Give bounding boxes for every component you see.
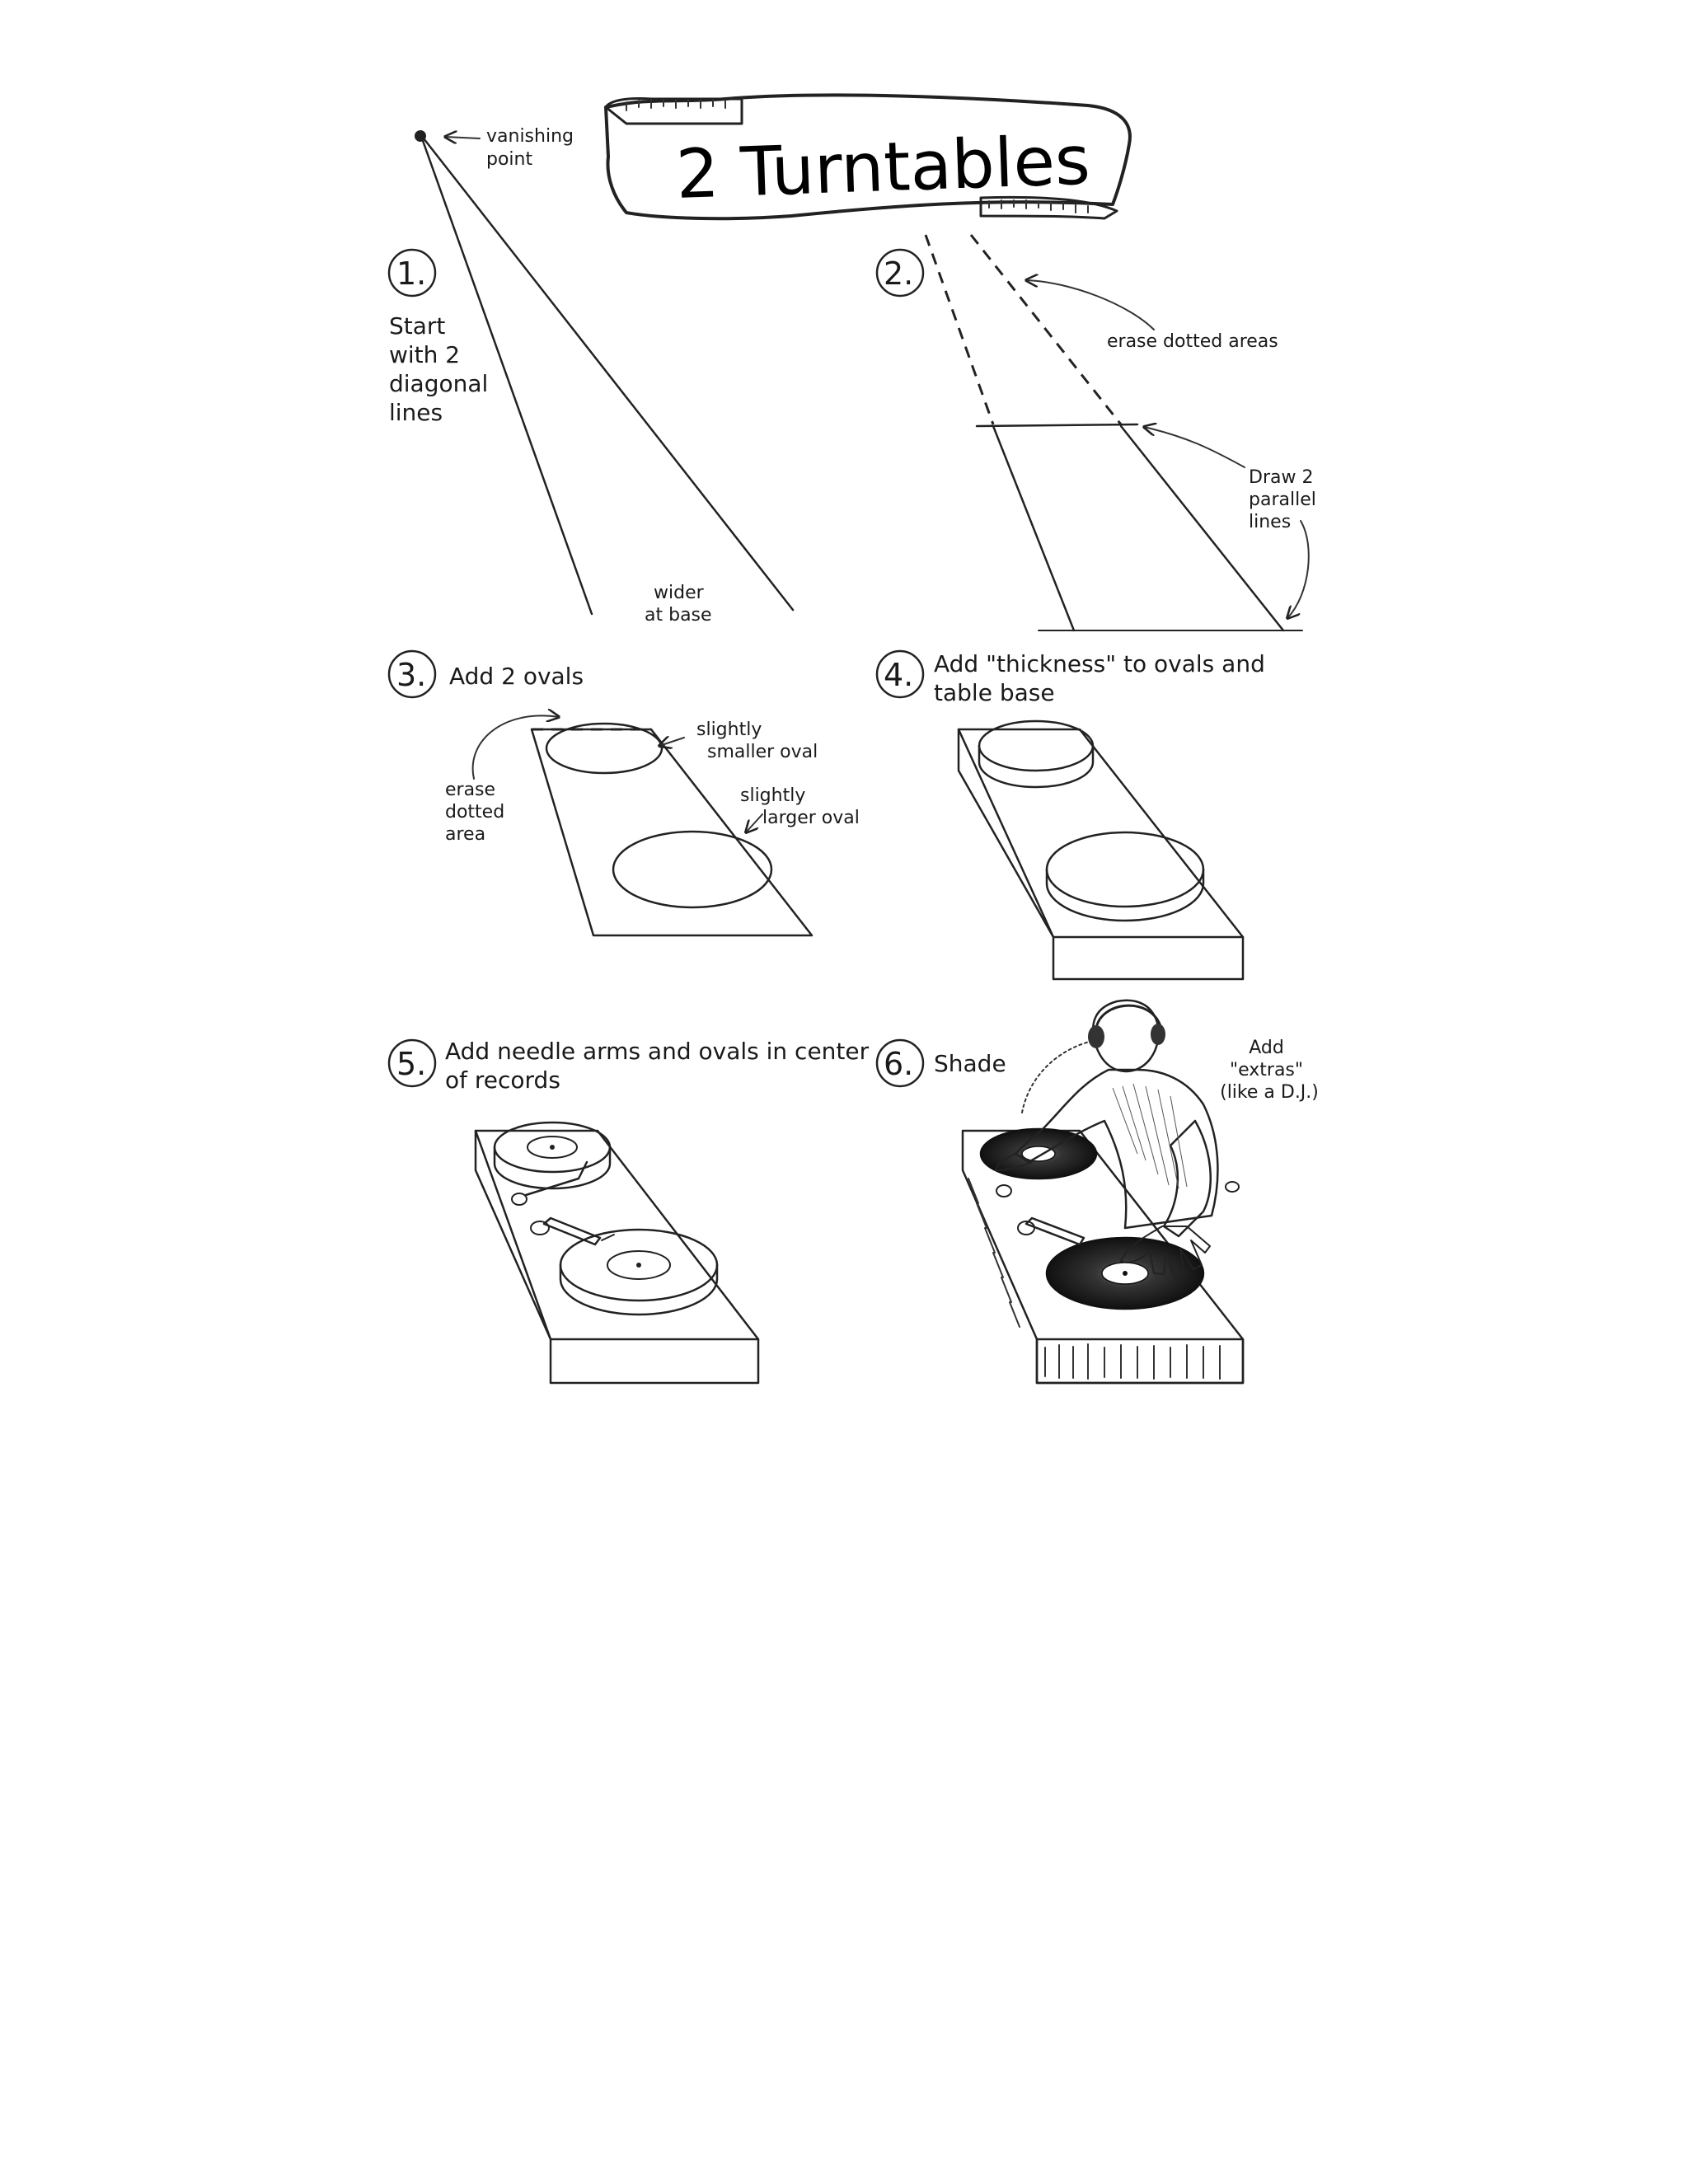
- wider-at-base-label: wider at base: [645, 583, 712, 626]
- step-5: [389, 1038, 876, 1383]
- step-2: [877, 235, 1322, 630]
- step-5-number: 5.: [396, 1046, 427, 1082]
- step-3-number: 3.: [396, 657, 427, 693]
- step-3-text: Add 2 ovals: [449, 663, 584, 690]
- step-4-number: 4.: [884, 657, 914, 693]
- step-4: [877, 650, 1273, 979]
- title-banner: [606, 95, 1130, 218]
- step-5-text: Add needle arms and ovals in center of records: [445, 1038, 870, 1094]
- erase-dotted-areas-label: erase dotted areas: [1107, 331, 1278, 352]
- step-6-number: 6.: [884, 1046, 914, 1082]
- slightly-larger-label: slightly larger oval: [740, 785, 860, 828]
- slightly-smaller-label: slightly smaller oval: [696, 719, 818, 762]
- step-6-text: Shade: [934, 1050, 1006, 1077]
- step-6: [877, 1001, 1319, 1383]
- step-4-text: Add "thickness" to ovals and table base: [934, 650, 1265, 706]
- step-2-number: 2.: [884, 255, 914, 292]
- add-extras-label: Add "extras" (like a D.J.): [1220, 1038, 1319, 1103]
- step-3: [389, 651, 860, 935]
- draw-parallel-lines-label: Draw 2 parallel lines: [1249, 467, 1316, 532]
- vanishing-point-label: vanishing point: [486, 126, 574, 170]
- step-1-number: 1.: [396, 255, 427, 292]
- page-title: 2 Turntables: [674, 121, 1092, 214]
- step-1-text: Start with 2 diagonal lines: [389, 312, 489, 426]
- erase-dotted-area-label: erase dotted area: [445, 780, 505, 845]
